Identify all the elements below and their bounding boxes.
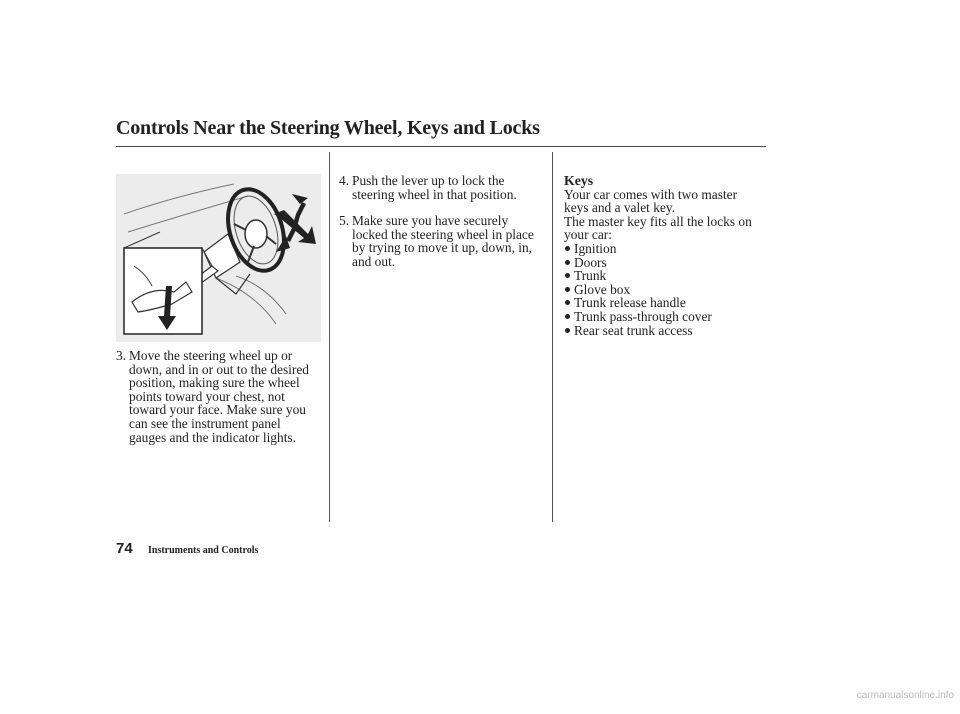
step-3	[116, 349, 326, 444]
list-item: Trunk	[564, 269, 764, 283]
keys-intro-line: your car:	[564, 227, 612, 243]
step-5-line: locked the steering wheel in place	[352, 226, 534, 242]
column-divider-right	[552, 152, 553, 522]
list-item: Glove box	[564, 283, 764, 297]
step-5-line: Make sure you have securely	[352, 213, 509, 229]
locks-list	[564, 242, 764, 337]
right-column-text	[564, 174, 764, 337]
watermark-text: carmanualsonline.info	[856, 690, 954, 701]
step-5	[339, 214, 549, 268]
column-divider-left	[329, 152, 330, 522]
keys-intro-line: The master key fits all the locks on	[564, 213, 752, 229]
keys-heading: Keys	[564, 173, 594, 188]
list-item: Rear seat trunk access	[564, 324, 764, 338]
step-4-line: Push the lever up to lock the	[352, 173, 505, 188]
step-3-line: down, and in or out to the desired	[129, 361, 309, 377]
page-number: 74	[116, 540, 133, 557]
keys-intro-line: keys and a valet key.	[564, 200, 676, 216]
title-rule	[116, 146, 766, 147]
step-5-line: and out.	[352, 253, 396, 269]
step-4	[339, 174, 549, 201]
section-name: Instruments and Controls	[148, 545, 259, 556]
list-item: Ignition	[564, 242, 764, 256]
step-5-number: 5.	[339, 213, 350, 229]
step-3-line: position, making sure the wheel	[129, 375, 300, 391]
step-4-line: steering wheel in that position.	[352, 186, 517, 202]
step-3-line: can see the instrument panel	[129, 415, 281, 431]
step-3-line: gauges and the indicator lights.	[129, 429, 296, 445]
step-5-line: by trying to move it up, down, in,	[352, 240, 533, 256]
keys-intro-line: Your car comes with two master	[564, 186, 738, 202]
left-column-text	[116, 349, 326, 444]
list-item: Doors	[564, 256, 764, 270]
step-3-line: toward your face. Make sure you	[129, 402, 306, 418]
steering-wheel-drawing	[116, 174, 321, 342]
step-3-number: 3.	[116, 348, 127, 363]
list-item: Trunk pass-through cover	[564, 310, 764, 324]
middle-column-text	[339, 174, 549, 269]
step-4-number: 4.	[339, 173, 350, 188]
step-3-line: points toward your chest, not	[129, 388, 285, 404]
step-3-line: Move the steering wheel up or	[129, 348, 293, 363]
steering-wheel-illustration	[116, 174, 321, 342]
list-item: Trunk release handle	[564, 296, 764, 310]
page-title: Controls Near the Steering Wheel, Keys and Locks	[116, 117, 540, 139]
